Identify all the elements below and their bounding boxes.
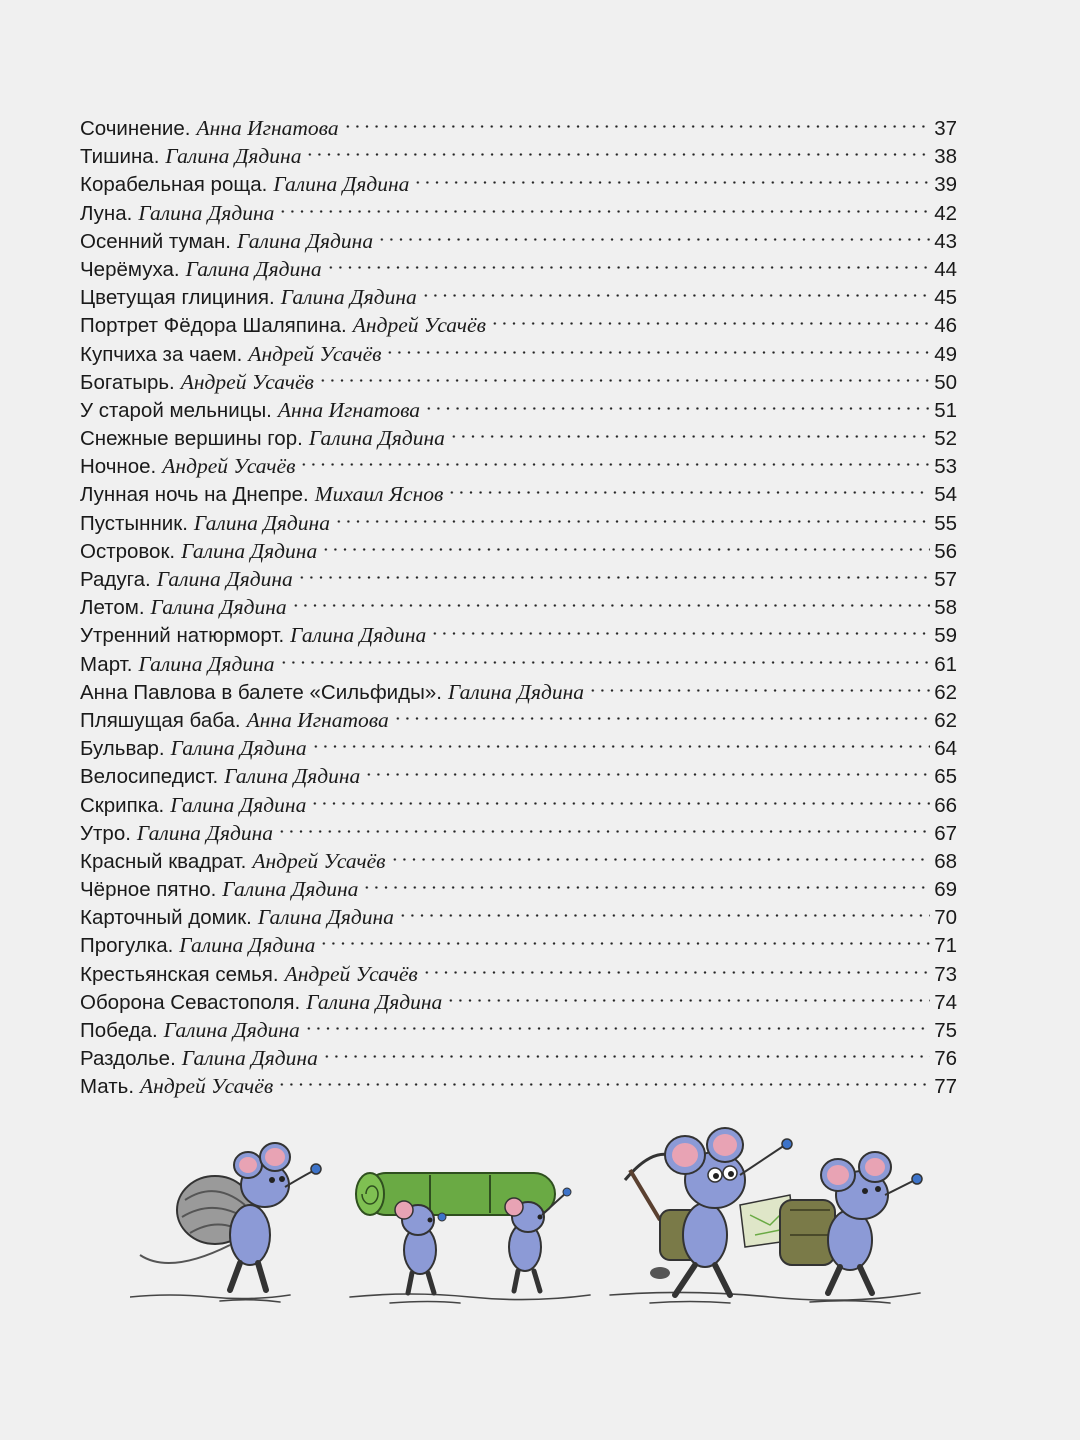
toc-leader-dots [278, 192, 930, 220]
toc-leader-dots [279, 643, 930, 671]
toc-entry-author: Галина Дядина [308, 426, 445, 451]
toc-entry-title: Март. [80, 652, 133, 676]
toc-entry-author: Галина Дядина [156, 567, 293, 591]
toc-entry-page: 53 [934, 455, 957, 479]
toc-entry-author: Галина Дядина [447, 679, 585, 704]
toc-entry-title: Оборона Севастополя. [80, 990, 301, 1014]
toc-entry-author: Андрей Усачёв [180, 369, 314, 394]
toc-leader-dots [318, 361, 930, 389]
toc-entry-page: 62 [934, 680, 957, 704]
toc-entry-title: Богатырь. [80, 370, 175, 394]
toc-entry-author: Галина Дядина [273, 172, 410, 197]
mouse-with-rope [140, 1143, 321, 1290]
toc-entry-author: Галина Дядина [185, 256, 322, 281]
toc-entry-title: Скрипка. [80, 793, 165, 817]
toc-leader-dots [364, 755, 930, 783]
toc-entry-author: Галина Дядина [224, 764, 361, 789]
toc-entry-author: Галина Дядина [170, 736, 307, 761]
toc-entry-author: Галина Дядина [165, 144, 302, 169]
toc-leader-dots [422, 953, 930, 981]
toc-entry-page: 64 [934, 737, 957, 761]
toc-entry-title: У старой мельницы. [80, 398, 272, 422]
toc-entry-page: 44 [934, 257, 957, 281]
toc-entry-page: 55 [934, 511, 957, 535]
toc-entry-author: Галина Дядина [257, 905, 394, 930]
toc-entry-page: 57 [934, 568, 957, 591]
toc-leader-dots [277, 812, 930, 840]
toc-leader-dots [588, 671, 930, 699]
toc-entry-author: Галина Дядина [181, 538, 318, 563]
toc-entry [80, 107, 957, 140]
toc-entry-author: Андрей Усачёв [162, 454, 296, 479]
toc-leader-dots [321, 530, 930, 558]
toc-entry-title: Осенний туман. [80, 229, 231, 253]
toc-entry-page: 43 [934, 229, 957, 253]
toc-entry-author: Анна Игнатова [277, 397, 421, 422]
toc-entry-author: Андрей Усачёв [352, 313, 486, 338]
toc-entry-title: Пустынник. [80, 511, 188, 535]
toc-entry-page: 50 [934, 370, 957, 394]
toc-entry-page: 42 [934, 201, 957, 225]
toc-entry-page: 76 [934, 1047, 957, 1071]
toc-entry-title: Черёмуха. [80, 257, 180, 281]
toc-entry-author: Андрей Усачёв [284, 961, 418, 986]
toc-leader-dots [343, 107, 930, 135]
toc-entry-title: Красный квадрат. [80, 849, 247, 873]
toc-leader-dots [334, 502, 930, 530]
toc-leader-dots [447, 473, 930, 501]
toc-entry-page: 70 [934, 906, 957, 930]
toc-entry-author: Галина Дядина [290, 623, 427, 648]
toc-leader-dots [277, 1065, 930, 1093]
toc-entry-author: Галина Дядина [181, 1046, 318, 1071]
toc-entry-title: Прогулка. [80, 934, 174, 958]
toc-entry-page: 52 [934, 427, 957, 451]
toc-entry-title: Сочинение. [80, 117, 191, 140]
ground-lines [130, 1292, 920, 1303]
toc-entry-page: 54 [934, 483, 957, 507]
toc-entry-page: 71 [934, 934, 957, 958]
toc-entry-title: Островок. [80, 539, 176, 563]
toc-entry-title: Снежные вершины гор. [80, 427, 303, 451]
toc-entry-title: Луна. [80, 201, 133, 225]
toc-entry-title: Карточный домик. [80, 906, 252, 930]
toc-entry-title: Утренний натюрморт. [80, 624, 285, 648]
toc-entry-author: Галина Дядина [193, 510, 330, 535]
toc-entry-author: Галина Дядина [136, 820, 273, 845]
toc-entry-title: Бульвар. [80, 737, 165, 761]
toc-entry-author: Андрей Усачёв [140, 1074, 274, 1099]
toc-entry-page: 73 [934, 962, 957, 986]
mice-with-mat [356, 1173, 571, 1293]
mouse-with-backpack [780, 1152, 922, 1293]
toc-leader-dots [449, 417, 930, 445]
toc-entry-page: 38 [934, 145, 957, 169]
toc-entry-author: Галина Дядина [179, 933, 316, 958]
toc-entry-title: Победа. [80, 1019, 158, 1042]
toc-entry-title: Утро. [80, 821, 131, 845]
toc-entry-author: Галина Дядина [170, 792, 307, 817]
toc-entry-page: 68 [934, 849, 957, 873]
toc-entry-author: Галина Дядина [163, 1018, 300, 1042]
mouse-with-map [625, 1128, 795, 1295]
toc-leader-dots [430, 614, 930, 642]
toc-leader-dots [299, 445, 930, 473]
toc-leader-dots [390, 840, 931, 868]
toc-leader-dots [398, 896, 930, 924]
toc-leader-dots [322, 1037, 930, 1065]
toc-entry-title: Лунная ночь на Днепре. [80, 483, 309, 507]
toc-entry-title: Летом. [80, 596, 145, 620]
toc-leader-dots [490, 304, 930, 332]
toc-leader-dots [377, 220, 930, 248]
toc-entry-author: Галина Дядина [280, 285, 417, 310]
toc-entry-page: 58 [934, 596, 957, 620]
toc-entry-title: Купчиха за чаем. [80, 342, 243, 366]
toc-entry-author: Андрей Усачёв [252, 848, 386, 873]
toc-leader-dots [291, 586, 930, 614]
toc-entry-author: Анна Игнатова [246, 707, 389, 732]
toc-entry-page: 51 [934, 398, 957, 422]
toc-leader-dots [385, 333, 930, 361]
toc-leader-dots [393, 699, 930, 727]
toc-leader-dots [413, 163, 930, 191]
toc-entry-title: Чёрное пятно. [80, 878, 217, 902]
toc-leader-dots [421, 276, 930, 304]
toc-entry-page: 77 [934, 1075, 957, 1099]
toc-entry-author: Галина Дядина [138, 200, 275, 225]
toc-entry-page: 45 [934, 286, 957, 310]
toc-leader-dots [326, 248, 930, 276]
toc-entry-page: 61 [934, 652, 957, 676]
toc-entry-title: Портрет Фёдора Шаляпина. [80, 314, 347, 338]
toc-entry-title: Ночное. [80, 455, 157, 479]
toc-entry-title: Анна Павлова в балете «Сильфиды». [80, 680, 442, 704]
toc-entry-title: Корабельная роща. [80, 173, 268, 197]
toc-entry-author: Галина Дядина [306, 989, 443, 1014]
toc-entry-author: Андрей Усачёв [248, 341, 382, 366]
toc-leader-dots [424, 389, 930, 417]
toc-leader-dots [362, 868, 930, 896]
toc-entry-title: Тишина. [80, 145, 160, 169]
toc-leader-dots [304, 1009, 930, 1037]
toc-leader-dots [310, 784, 930, 812]
toc-entry-title: Крестьянская семья. [80, 962, 279, 986]
toc-entry-author: Галина Дядина [150, 595, 287, 620]
toc-entry-title: Радуга. [80, 568, 151, 591]
toc-entry-page: 67 [934, 821, 957, 845]
toc-entry-page: 74 [934, 990, 957, 1014]
toc-entry-page: 39 [934, 173, 957, 197]
hiking-mice-illustration [130, 1125, 930, 1325]
toc-entry-title: Велосипедист. [80, 765, 219, 789]
toc-leader-dots [446, 981, 930, 1009]
toc-entry-page: 65 [934, 765, 957, 789]
toc-entry-title: Мать. [80, 1075, 135, 1099]
toc-entry-page: 66 [934, 793, 957, 817]
toc-leader-dots [305, 135, 930, 163]
toc-leader-dots [311, 727, 930, 755]
toc-entry-page: 75 [934, 1019, 957, 1042]
toc-entry-page: 49 [934, 342, 957, 366]
toc-entry-author: Галина Дядина [222, 877, 359, 902]
toc-entry-title: Пляшущая баба. [80, 708, 241, 732]
toc-entry-author: Михаил Яснов [314, 482, 444, 507]
toc-leader-dots [297, 558, 930, 586]
toc-entry-author: Галина Дядина [138, 651, 275, 676]
table-of-contents [80, 107, 957, 1099]
toc-entry-page: 56 [934, 539, 957, 563]
toc-entry-author: Галина Дядина [237, 228, 374, 253]
toc-entry-page: 37 [934, 117, 957, 140]
toc-entry-author: Анна Игнатова [196, 116, 339, 140]
toc-entry-title: Раздолье. [80, 1047, 176, 1071]
toc-entry-page: 69 [934, 878, 957, 902]
toc-entry-title: Цветущая глициния. [80, 286, 275, 310]
toc-entry-page: 62 [934, 708, 957, 732]
toc-entry-page: 59 [934, 624, 957, 648]
toc-leader-dots [319, 924, 930, 952]
toc-entry-page: 46 [934, 314, 957, 338]
